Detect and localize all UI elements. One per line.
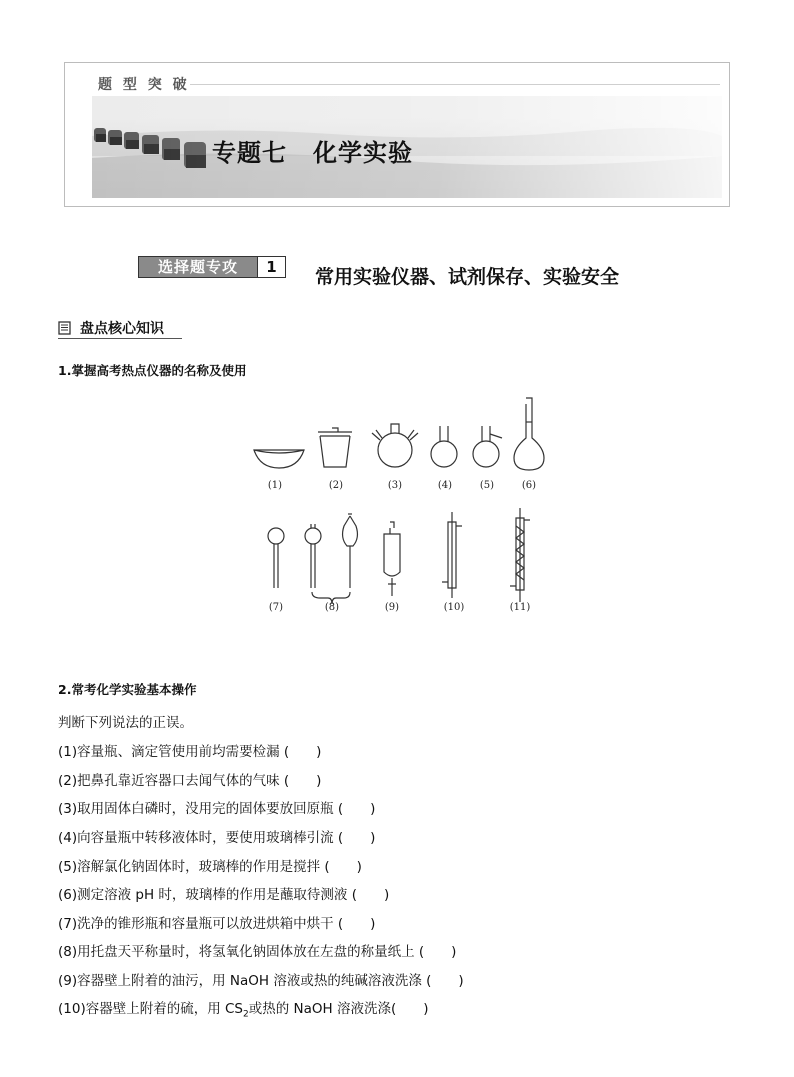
question-9: (9)容器壁上附着的油污，用 NaOH 溶液或热的纯碱溶液洗涤 ( ) (58, 973, 464, 989)
question-6: (6)测定溶液 pH 时，玻璃棒的作用是蘸取待测液 ( ) (58, 887, 390, 903)
question-3: (3)取用固体白磷时，没用完的固体要放回原瓶 ( ) (58, 801, 376, 817)
long-neck-funnel-icon (268, 528, 284, 588)
volumetric-flask-icon (514, 398, 544, 470)
constant-pressure-funnel-icon (384, 522, 400, 596)
question-4: (4)向容量瓶中转移液体时，要使用玻璃棒引流 ( ) (58, 830, 376, 846)
three-neck-flask-icon (372, 424, 418, 467)
question-10 (58, 997, 429, 1020)
question-2: (2)把鼻孔靠近容器口去闻气体的气味 ( ) (58, 773, 322, 789)
round-bottom-flask-icon (431, 426, 457, 467)
distillation-flask-icon (473, 426, 502, 467)
coil-condenser-icon (510, 508, 530, 602)
label-7: (7) (268, 602, 284, 613)
subheading (58, 318, 164, 338)
subheading-rule (58, 338, 182, 339)
label-9: (9) (384, 602, 400, 613)
crucible-icon (318, 428, 352, 467)
question-7: (7)洗净的锥形瓶和容量瓶可以放进烘箱中烘干 ( ) (58, 916, 376, 932)
question-1: (1)容量瓶、滴定管使用前均需要检漏 ( ) (58, 744, 322, 760)
label-4: (4) (437, 480, 453, 491)
page-title (212, 133, 413, 168)
label-3: (3) (387, 480, 403, 491)
straight-condenser-icon (442, 512, 462, 598)
part1-title: 1.掌握高考热点仪器的名称及使用 (58, 363, 247, 378)
section-tag-number: 1 (257, 257, 285, 277)
separatory-funnels-icon (305, 514, 357, 604)
banner-rule (190, 84, 720, 85)
label-6: (6) (521, 480, 537, 491)
label-11: (11) (509, 602, 531, 613)
subheading-text: 盘点核心知识 (80, 321, 164, 337)
question-10-subscript: 2 (243, 1009, 249, 1020)
label-5: (5) (479, 480, 495, 491)
section-title: 常用实验仪器、试剂保存、实验安全 (315, 266, 620, 288)
topic-name: 化学实验 (313, 139, 413, 167)
label-2: (2) (328, 480, 344, 491)
part2-instruction: 判断下列说法的正误。 (58, 715, 193, 731)
banner-kicker: 题 型 突 破 (98, 77, 190, 93)
label-8: (8) (324, 602, 340, 613)
question-5: (5)溶解氯化钠固体时，玻璃棒的作用是搅拌 ( ) (58, 859, 362, 875)
apparatus-figure (240, 392, 560, 620)
part2-title: 2.常考化学实验基本操作 (58, 682, 197, 697)
question-10-after: 或热的 NaOH 溶液洗涤( ) (248, 1001, 429, 1017)
book-icon (58, 321, 72, 335)
label-1: (1) (267, 480, 283, 491)
evaporating-dish-icon (254, 450, 304, 468)
label-10: (10) (443, 602, 465, 613)
topic-number: 专题七 (212, 139, 287, 167)
question-10-before: (10)容器壁上附着的硫，用 CS (58, 1001, 243, 1017)
section-tag (138, 256, 286, 278)
section-tag-label: 选择题专攻 (139, 257, 257, 277)
question-8: (8)用托盘天平称量时，将氢氧化钠固体放在左盘的称量纸上 ( ) (58, 944, 457, 960)
